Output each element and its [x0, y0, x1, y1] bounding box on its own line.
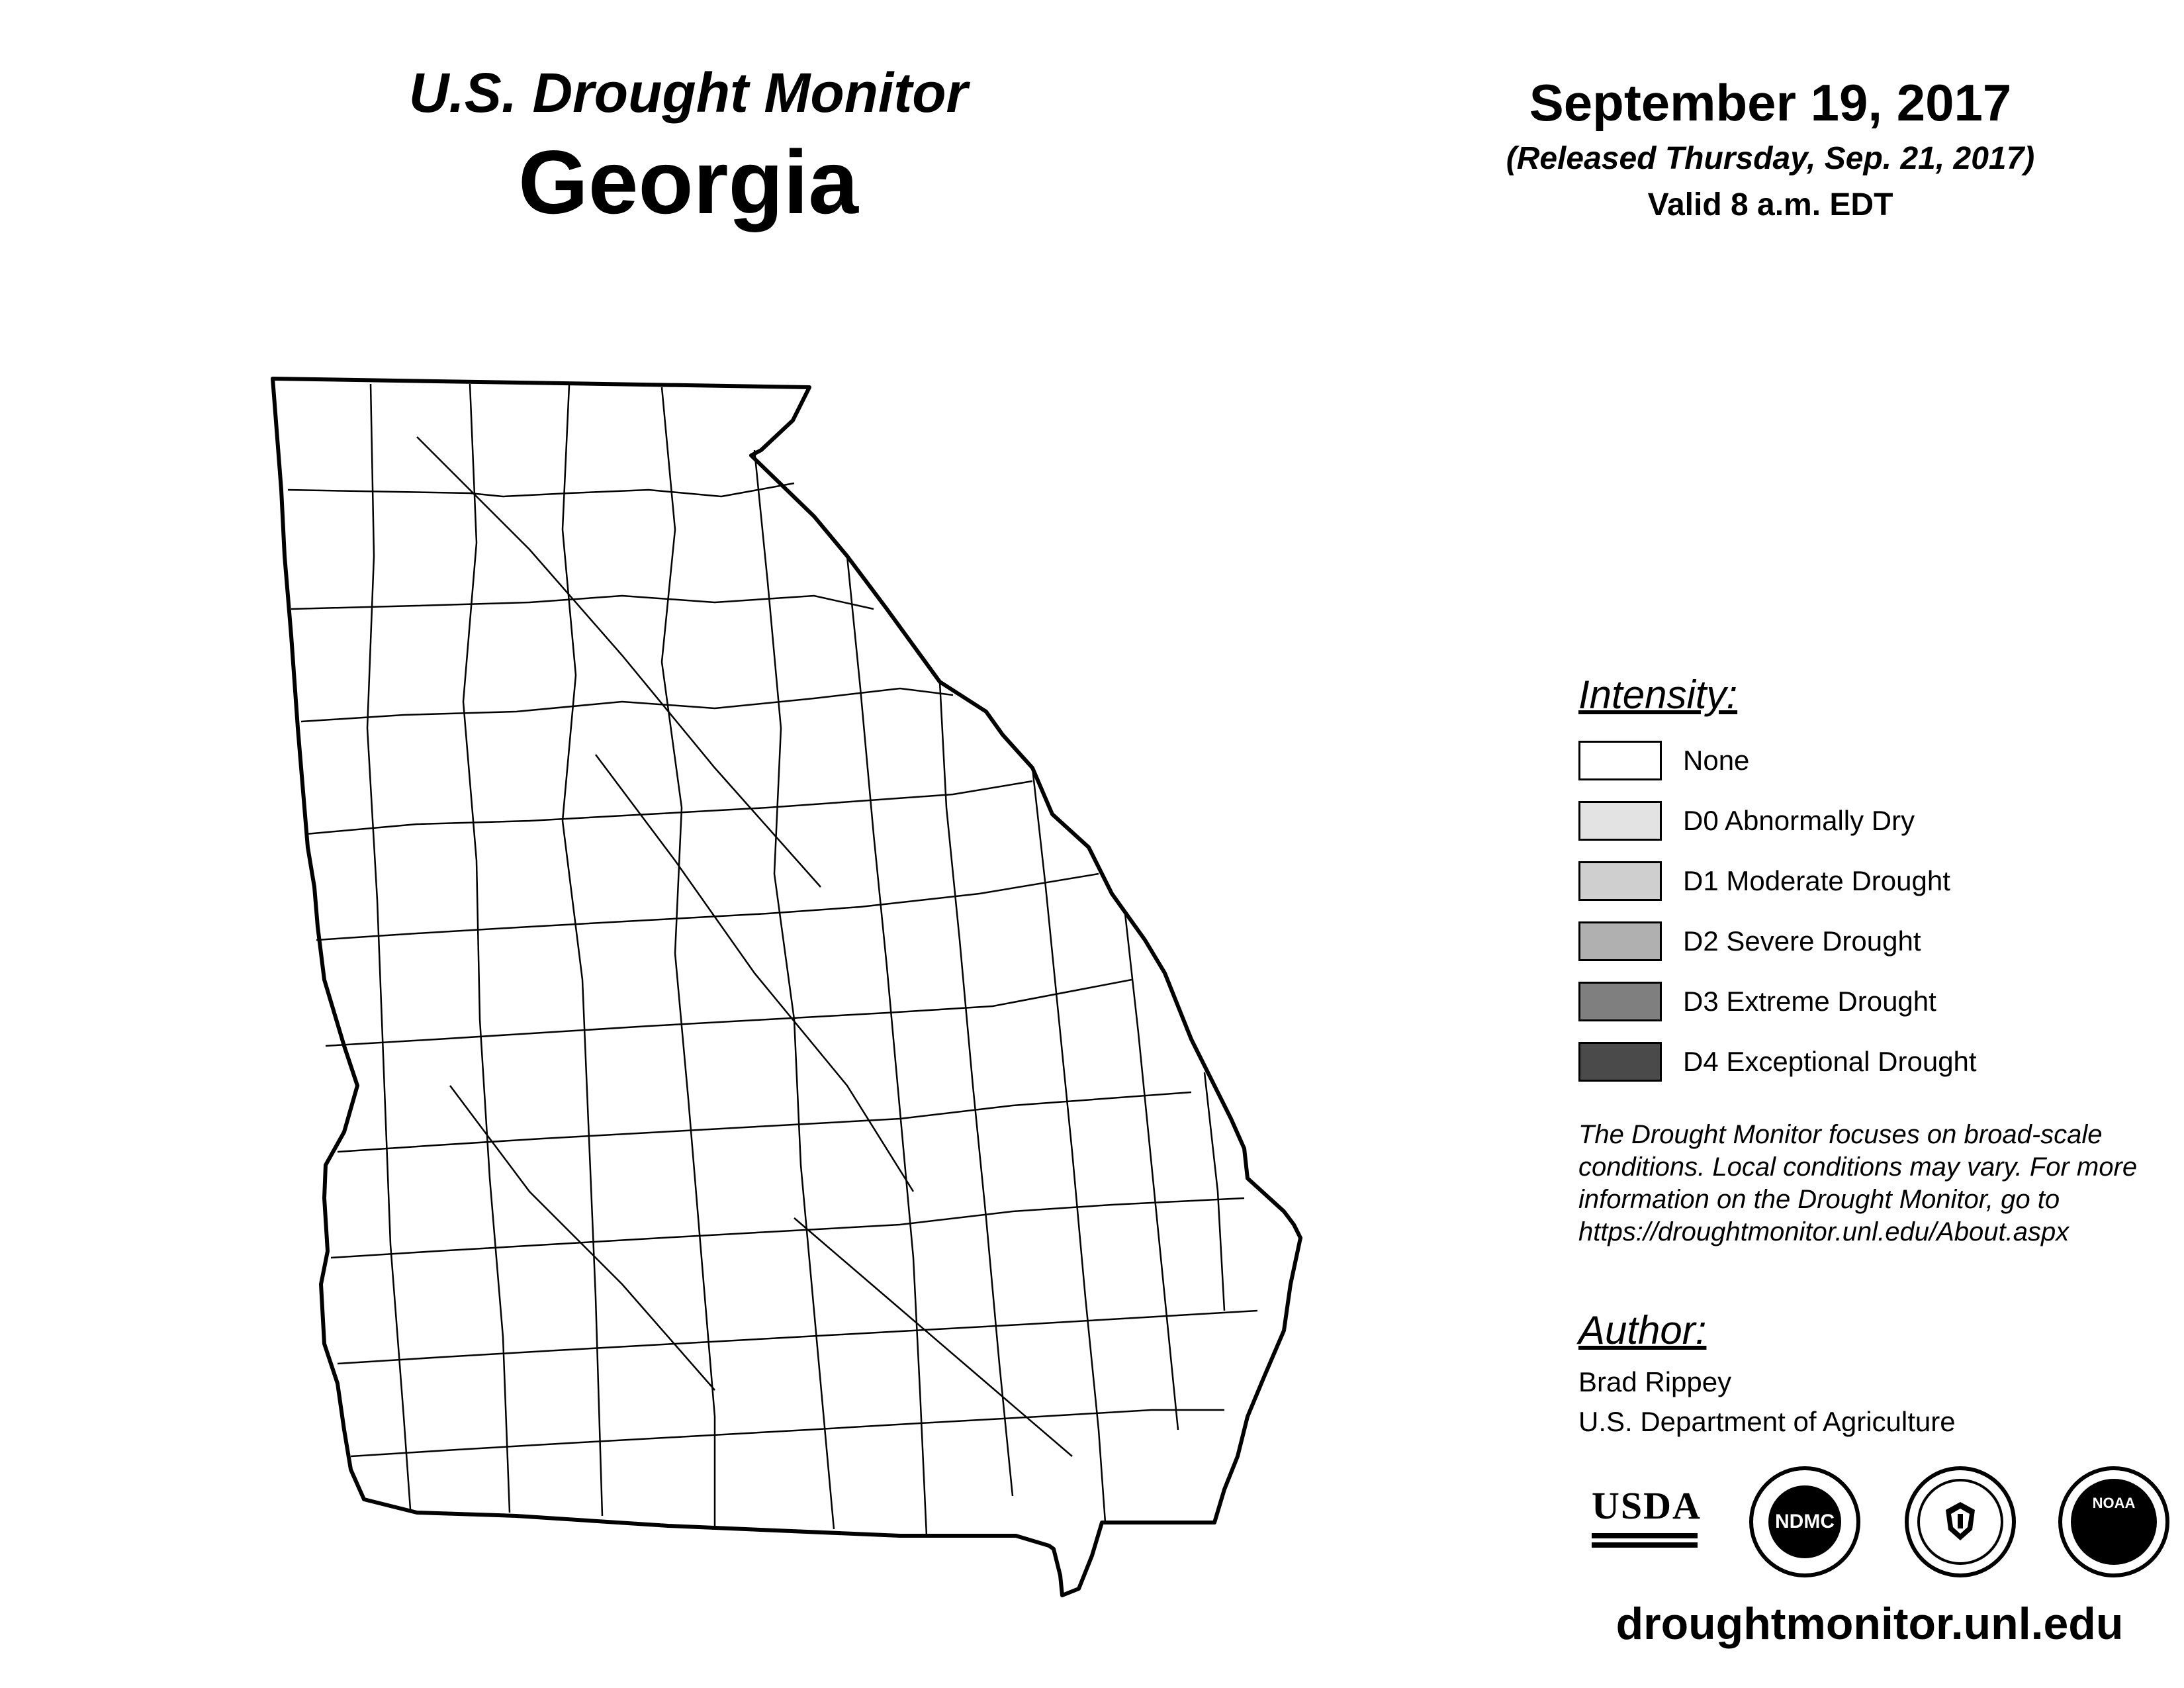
about-link[interactable]: https://droughtmonitor.unl.edu/About.aspx [1578, 1217, 2070, 1246]
valid-time: Valid 8 a.m. EDT [1647, 187, 1893, 222]
state-title: Georgia [518, 132, 858, 232]
department-of-commerce-seal-icon [1905, 1466, 2016, 1577]
legend-item-d2 [1578, 919, 2161, 963]
noaa-logo [2058, 1466, 2169, 1577]
legend-label: D4 Exceptional Drought [1683, 1046, 1977, 1077]
legend-item-d3 [1578, 980, 2161, 1023]
author-name: Brad Rippey [1578, 1366, 1732, 1397]
author-organization: U.S. Department of Agriculture [1578, 1406, 1956, 1437]
georgia-state-outline [273, 379, 1300, 1595]
map-date: September 19, 2017 [1529, 73, 2012, 132]
legend-swatch-none [1578, 741, 1662, 780]
author-title: Author: [1578, 1308, 1707, 1352]
legend-swatch-d1 [1578, 861, 1662, 901]
eagle-shield-icon [1934, 1495, 1987, 1548]
disclaimer-line: conditions. Local conditions may vary. For more [1578, 1152, 2138, 1182]
legend-item-none [1578, 739, 2161, 782]
product-title: U.S. Drought Monitor [408, 62, 968, 124]
legend-label: D1 Moderate Drought [1683, 865, 1950, 896]
usda-logo-text: USDA [1592, 1484, 1702, 1527]
legend-item-d0 [1578, 799, 2161, 843]
legend-label: D2 Severe Drought [1683, 925, 1921, 957]
legend-label: D3 Extreme Drought [1683, 986, 1936, 1017]
usda-logo-bar [1592, 1542, 1698, 1548]
title-block [318, 56, 1059, 235]
noaa-logo-text: NOAA [2071, 1479, 2157, 1565]
disclaimer-line: The Drought Monitor focuses on broad-scale [1578, 1120, 2103, 1149]
usda-logo [1592, 1483, 1702, 1569]
disclaimer-line: information on the Drought Monitor, go to [1578, 1185, 2060, 1214]
legend-swatch-d2 [1578, 921, 1662, 961]
disclaimer [1578, 1119, 2174, 1248]
legend-item-d1 [1578, 859, 2161, 903]
partner-logos [1578, 1466, 2174, 1585]
legend-item-d4 [1578, 1040, 2161, 1084]
legend-label: None [1683, 745, 1750, 776]
website-link[interactable]: droughtmonitor.unl.edu [1615, 1599, 2124, 1649]
legend [1578, 669, 2161, 1100]
legend-title: Intensity: [1578, 673, 1738, 717]
ndmc-logo [1749, 1466, 1860, 1577]
georgia-map [251, 357, 1337, 1615]
date-block [1423, 70, 2118, 228]
ndmc-logo-text: NDMC [1768, 1485, 1841, 1558]
usda-logo-bar [1592, 1533, 1698, 1538]
legend-swatch-d0 [1578, 801, 1662, 841]
georgia-county-map [251, 357, 1337, 1615]
legend-label: D0 Abnormally Dry [1683, 805, 1915, 836]
legend-swatch-d4 [1578, 1042, 1662, 1082]
legend-swatch-d3 [1578, 982, 1662, 1021]
release-date: (Released Thursday, Sep. 21, 2017) [1506, 141, 2035, 176]
